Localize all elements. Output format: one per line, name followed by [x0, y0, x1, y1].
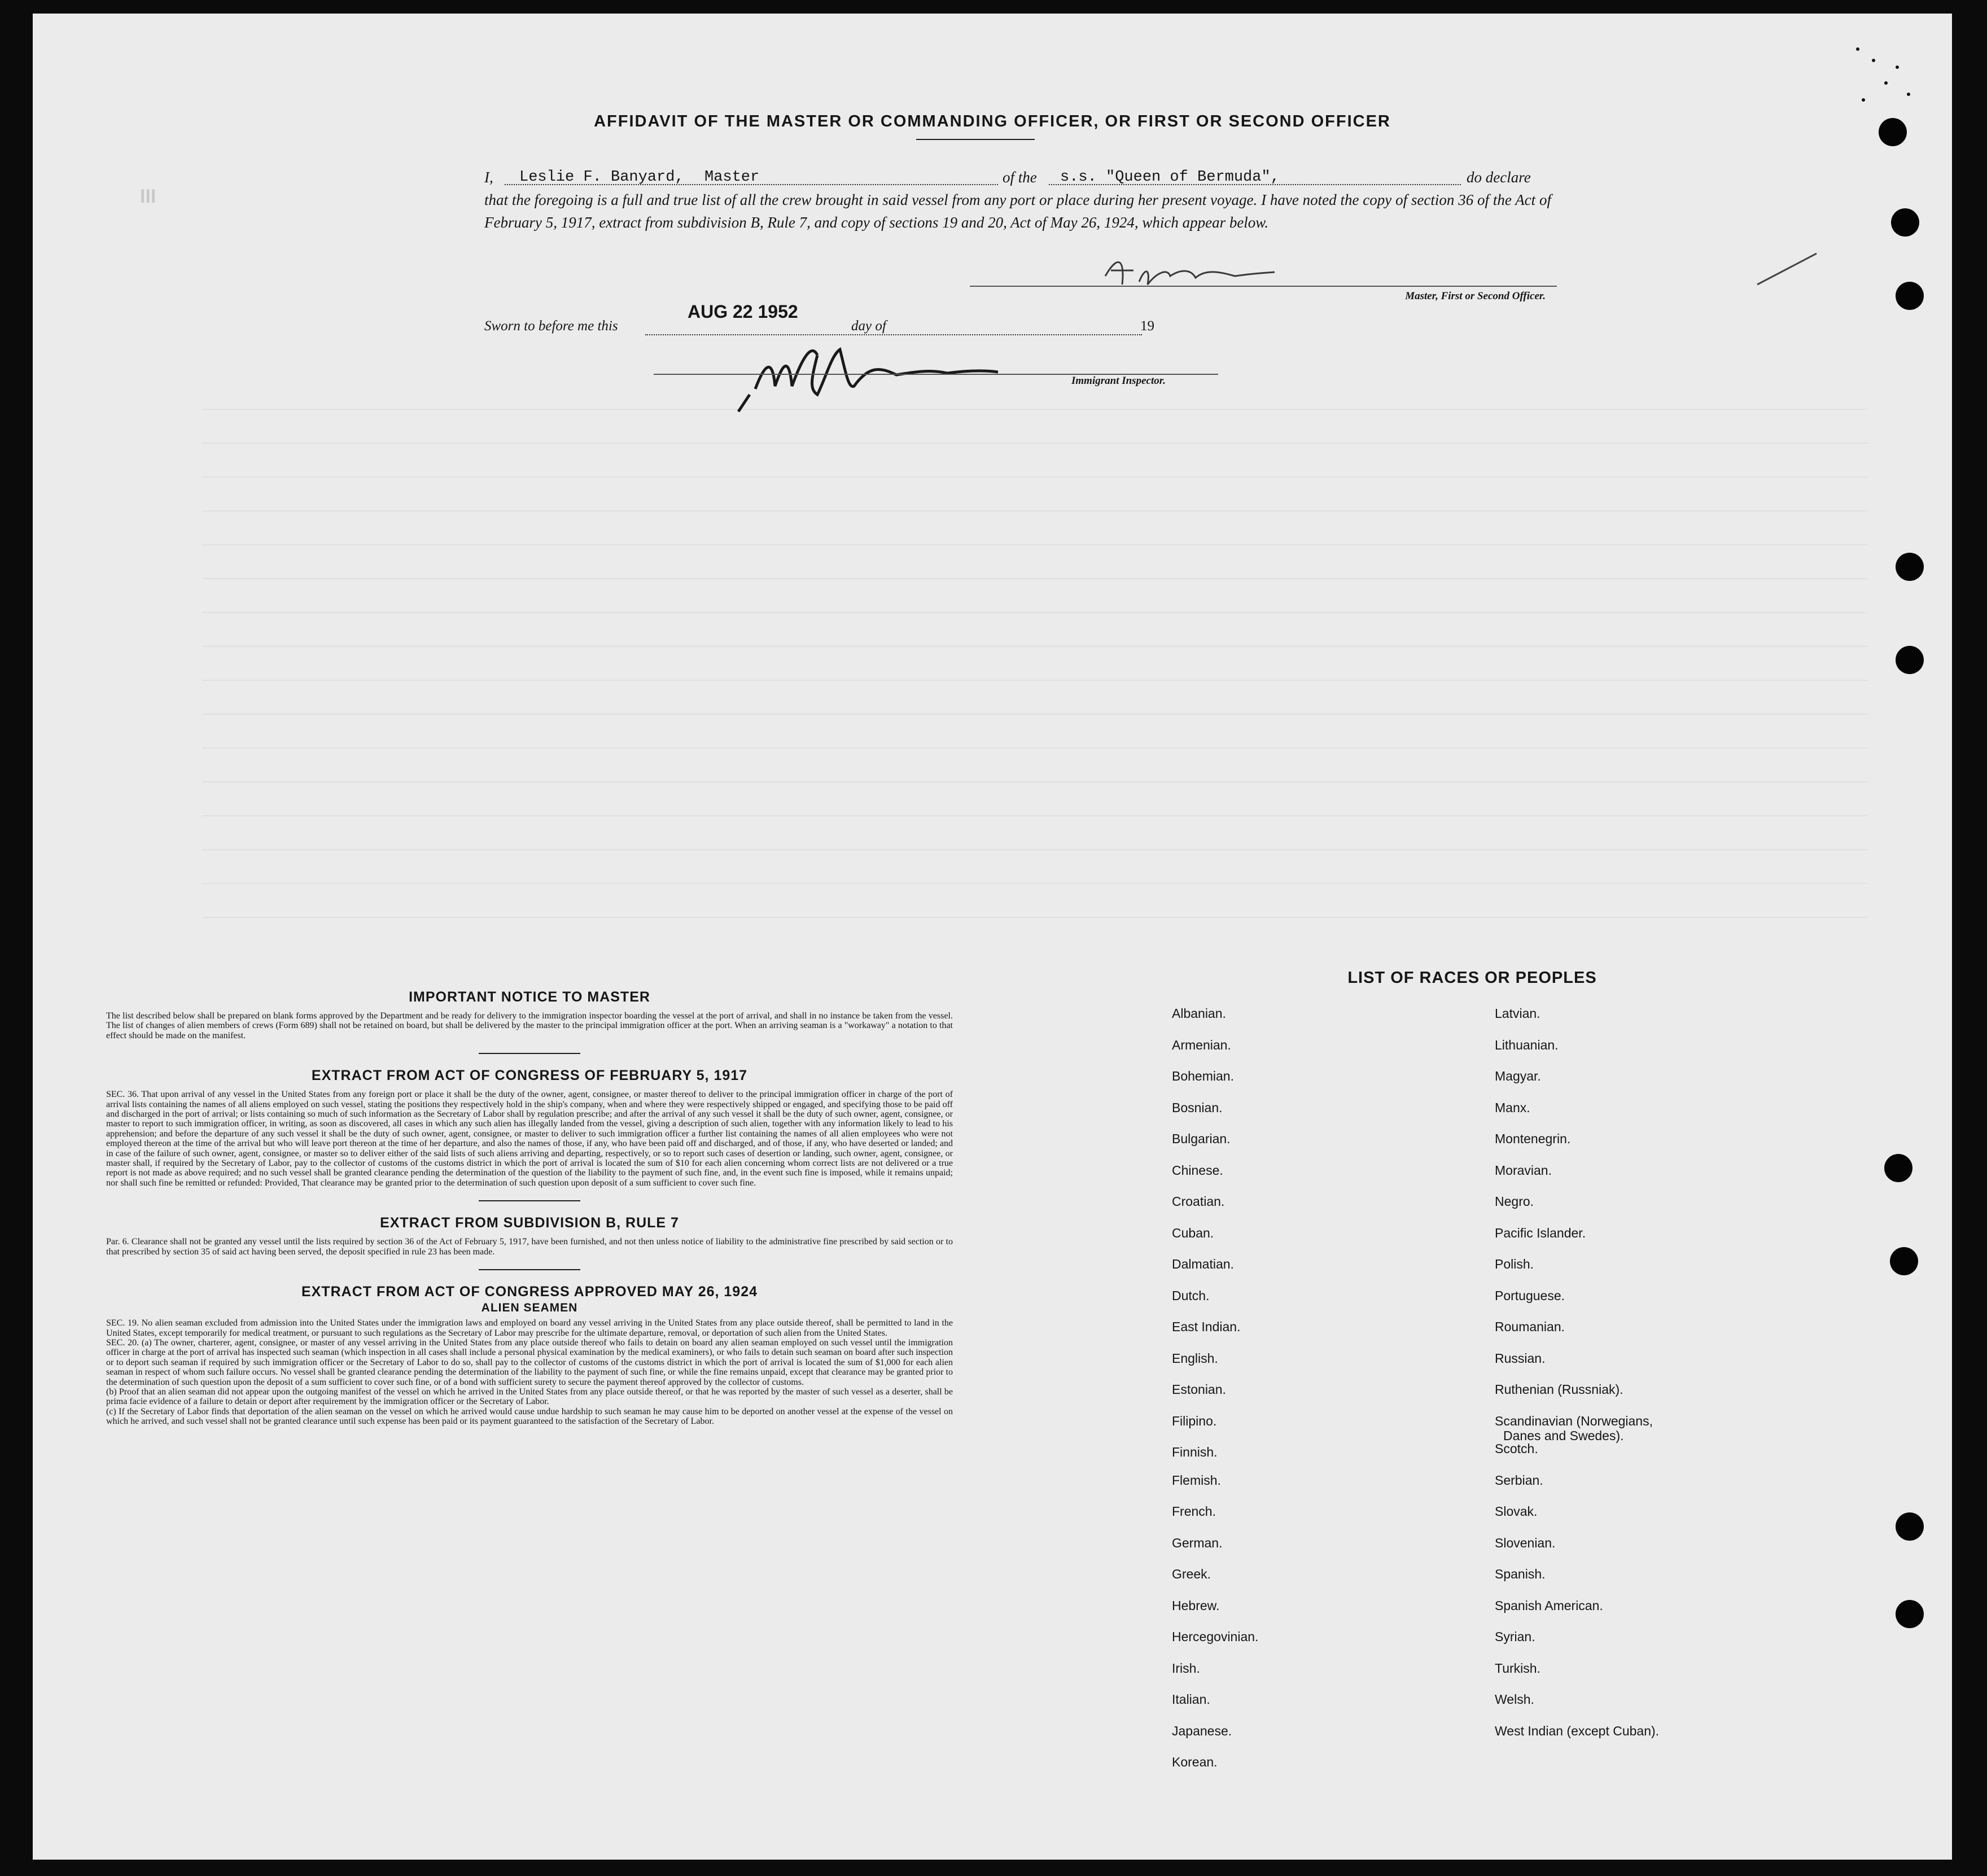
title-rule [916, 139, 1035, 140]
race-entry: Slovak. [1495, 1504, 1538, 1519]
race-entry: Polish. [1495, 1257, 1534, 1271]
bleed-through-mark: III [140, 186, 156, 207]
act-1917-body: SEC. 36. That upon arrival of any vessel in the United States from any foreign port or place it shall be the duty of the owner, agent, consignee, or master thereof to deliver to the principal immigration officer in charge of the port of arrival lists containing the names of all aliens employed on such vessel, stating the positions they respectively hold in the ship's company, when and where they were respectively shipped or engaged, and specifying those to be paid off and discharged in the port of arrival; or lists containing so much of such information as the Secretary of Labor shall by regulation prescribe; and after the arrival of any such vessel it shall be the duty of such owner, agent, consignee, or master to report to such immigration officer, in writing, as soon as discovered, all cases in which any such alien has illegally landed from the vessel, giving a description of such alien, together with any information likely to lead to his apprehension; and before the departure of any such vessel it shall be the duty of such owner, agent, consignee, or master to deliver to such immigration officer a further list containing the names of all alien employees who were not employed thereon at the time of the arrival but who will leave port thereon at the time of her departure, and also the names of those, if any, who have been paid off and discharged, and of those, if any, who have deserted or landed; and in case of the failure of such owner, agent, consignee, or master so to deliver either of the said lists of such aliens arriving and departing, respectively, or so to report such cases of desertion or landing, such owner, agent, consignee, or master shall, if required by the Secretary of Labor, pay to the collector of customs of the customs district in which the port of arrival is located the sum of $10 for each alien concerning whom correct lists are not delivered or a true report is not made as above required; and no such vessel shall be granted clearance pending the determination of the question of the liability to the payment of such fine, and, in the event such fine is imposed, while it remains unpaid; nor shall such fine be remitted or refunded: Provided, That clearance may be granted prior to the determination of such question upon deposit of a sum sufficient to cover such fine. [106, 1090, 953, 1188]
race-entry: Latvian. [1495, 1006, 1540, 1021]
declaration-body: that the foregoing is a full and true list of all the crew brought in said vessel from any port or place during her present voyage. I have noted the copy of section 36 of the Act of February 5, 1917, extract from subdivision B, Rule 7, and copy of sections 19 and 20, Act of May 26, 1924, which appear below. [484, 191, 1551, 231]
day-of-label: day of [851, 318, 886, 334]
race-entry: Serbian. [1495, 1473, 1543, 1488]
sworn-date-stamp: AUG 22 1952 [688, 301, 798, 322]
race-entry: Syrian. [1495, 1629, 1535, 1644]
pronoun-i: I, [484, 169, 493, 186]
race-entry: Magyar. [1495, 1069, 1541, 1083]
of-the-label: of the [1003, 169, 1037, 186]
master-signature [1094, 251, 1331, 301]
race-entry: Bulgarian. [1172, 1131, 1231, 1146]
act-1924-subtitle: ALIEN SEAMEN [481, 1301, 578, 1315]
race-entry: Finnish. [1172, 1445, 1218, 1459]
notice-title: IMPORTANT NOTICE TO MASTER [409, 989, 650, 1005]
race-entry: Montenegrin. [1495, 1131, 1571, 1146]
race-entry: Japanese. [1172, 1724, 1232, 1738]
pen-stroke [1754, 245, 1822, 290]
race-entry: Manx. [1495, 1100, 1530, 1115]
race-entry: Welsh. [1495, 1692, 1534, 1707]
race-entry: German. [1172, 1536, 1223, 1550]
race-entry: Ruthenian (Russniak). [1495, 1382, 1623, 1397]
vessel-name-field: s.s. "Queen of Bermuda", [1060, 169, 1280, 186]
notice-body: The list described below shall be prepared on blank forms approved by the Department and be ready for delivery to the immigration inspector boarding the vessel at the port of arrival, and shall in no instance be taken from the vessel. The list of changes of alien members of crews (Form 689) shall not be retained on board, but shall be delivered by the master to the principal immigration officer at the port. When an arriving seaman is a "workaway" a notation to that effect should be made on the manifest. [106, 1011, 953, 1040]
section-divider [479, 1200, 580, 1201]
race-entry: Irish. [1172, 1661, 1200, 1676]
act-1924-title: EXTRACT FROM ACT OF CONGRESS APPROVED MAY 26, 1924 [301, 1284, 758, 1300]
race-entry: Estonian. [1172, 1382, 1226, 1397]
race-entry: Pacific Islander. [1495, 1226, 1586, 1240]
inspector-signature [733, 333, 1083, 417]
declaration-paragraph [484, 166, 1551, 234]
race-entry: Dutch. [1172, 1288, 1210, 1303]
race-entry: Negro. [1495, 1194, 1534, 1209]
officer-name-field: Leslie F. Banyard, [519, 169, 684, 186]
race-entry: Chinese. [1172, 1163, 1223, 1178]
race-entry: Roumanian. [1495, 1319, 1565, 1334]
race-entry: Dalmatian. [1172, 1257, 1234, 1271]
race-entry: French. [1172, 1504, 1216, 1519]
year-prefix: 19 [1140, 318, 1154, 334]
act-1924-sec20b: (b) Proof that an alien seaman did not appear upon the outgoing manifest of the vessel on which he arrived in the United States from any place outside thereof, or that he was reported by the master of such vessel as a deserter, shall be prima facie evidence of a failure to detain or deport after requirement by the immigration officer or the Secretary of Labor. [106, 1387, 953, 1407]
race-entry: Croatian. [1172, 1194, 1225, 1209]
rule-7-title: EXTRACT FROM SUBDIVISION B, RULE 7 [380, 1215, 679, 1231]
race-entry: Bohemian. [1172, 1069, 1234, 1083]
notices-column [106, 989, 953, 1427]
section-divider [479, 1053, 580, 1054]
rule-7-body: Par. 6. Clearance shall not be granted any vessel until the lists required by section 36 of the Act of February 5, 1917, have been furnished, and not then unless notice of liability to the administrative fine prescribed by said section or to that prescribed by section 35 of said act having been served, the deposit specified in rule 23 has been made. [106, 1237, 953, 1257]
rank-field: Master [704, 169, 760, 186]
race-entry: English. [1172, 1351, 1218, 1366]
race-entry: Italian. [1172, 1692, 1210, 1707]
signature-label: Master, First or Second Officer. [1405, 290, 1546, 302]
race-entry: Danes and Swedes). [1503, 1428, 1624, 1443]
race-entry: Scotch. [1495, 1441, 1538, 1456]
inspector-label: Immigrant Inspector. [1071, 375, 1166, 387]
race-entry: Portuguese. [1495, 1288, 1565, 1303]
section-divider [479, 1269, 580, 1270]
do-declare-label: do declare [1467, 169, 1531, 186]
race-entry: Hercegovinian. [1172, 1629, 1259, 1644]
act-1917-title: EXTRACT FROM ACT OF CONGRESS OF FEBRUARY 5, 1917 [311, 1068, 748, 1084]
race-entry: Filipino. [1172, 1414, 1217, 1428]
sworn-label: Sworn to before me this [484, 318, 618, 334]
race-entry: Hebrew. [1172, 1598, 1220, 1613]
act-1924-sec19: SEC. 19. No alien seaman excluded from admission into the United States under the immigration laws and employed on board any vessel arriving in the United States from any place outside thereof, shall be permitted to land in the United States, except temporarily for medical treatment, or pursuant to such regulations as the Secretary of Labor may prescribe for the ultimate departure, removal, or deportation of such alien from the United States. [106, 1318, 953, 1338]
race-entry: Lithuanian. [1495, 1038, 1559, 1052]
affidavit-title: AFFIDAVIT OF THE MASTER OR COMMANDING OFFICER, OR FIRST OR SECOND OFFICER [594, 112, 1391, 130]
race-entry: Albanian. [1172, 1006, 1226, 1021]
race-entry: Turkish. [1495, 1661, 1540, 1676]
races-title: LIST OF RACES OR PEOPLES [1347, 969, 1597, 987]
document-page [33, 14, 1952, 1860]
race-entry: Russian. [1495, 1351, 1546, 1366]
act-1924-sec20c: (c) If the Secretary of Labor finds that deportation of the alien seaman on the vessel on which he arrived would cause undue hardship to such seaman he may cause him to be deported on another vessel at the expense of the vessel on which he arrived, and such vessel shall not be granted clearance until such expense has been paid or its payment guaranteed to the satisfaction of the Secretary of Labor. [106, 1406, 953, 1427]
act-1924-sec20a: SEC. 20. (a) The owner, charterer, agent, consignee, or master of any vessel arriving in the United States from any place outside thereof who fails to detain on board any alien seaman employed on such vessel until the immigration officer in charge at the port of arrival has inspected such seaman (which inspection in all cases shall include a personal physical examination by the medical examiners), or who fails to detain such seaman on board after such inspection or to deport such seaman if required by such immigration officer or the Secretary of Labor to do so, shall pay to the collector of customs of the customs district in which the port of arrival is located the sum of $1,000 for each alien seaman in respect of whom such failure occurs. No vessel shall be granted clearance pending the determination of the liability to the payment of such fine, or while the fine remains unpaid, except that clearance may be granted prior to the determination of such question upon the deposit of a sum sufficient to cover such fine, or of a bond with sufficient surety to secure the payment thereof approved by the collector of customs. [106, 1337, 953, 1387]
race-entry: Korean. [1172, 1755, 1218, 1769]
race-entry: East Indian. [1172, 1319, 1241, 1334]
race-entry: Moravian. [1495, 1163, 1552, 1178]
race-entry: Slovenian. [1495, 1536, 1556, 1550]
race-entry: Armenian. [1172, 1038, 1231, 1052]
race-entry: Scandinavian (Norwegians, [1495, 1414, 1653, 1428]
race-entry: Spanish. [1495, 1567, 1546, 1581]
race-entry: Greek. [1172, 1567, 1211, 1581]
race-entry: Flemish. [1172, 1473, 1221, 1488]
race-entry: Cuban. [1172, 1226, 1214, 1240]
race-entry: West Indian (except Cuban). [1495, 1724, 1660, 1738]
race-entry: Bosnian. [1172, 1100, 1223, 1115]
race-entry: Spanish American. [1495, 1598, 1603, 1613]
